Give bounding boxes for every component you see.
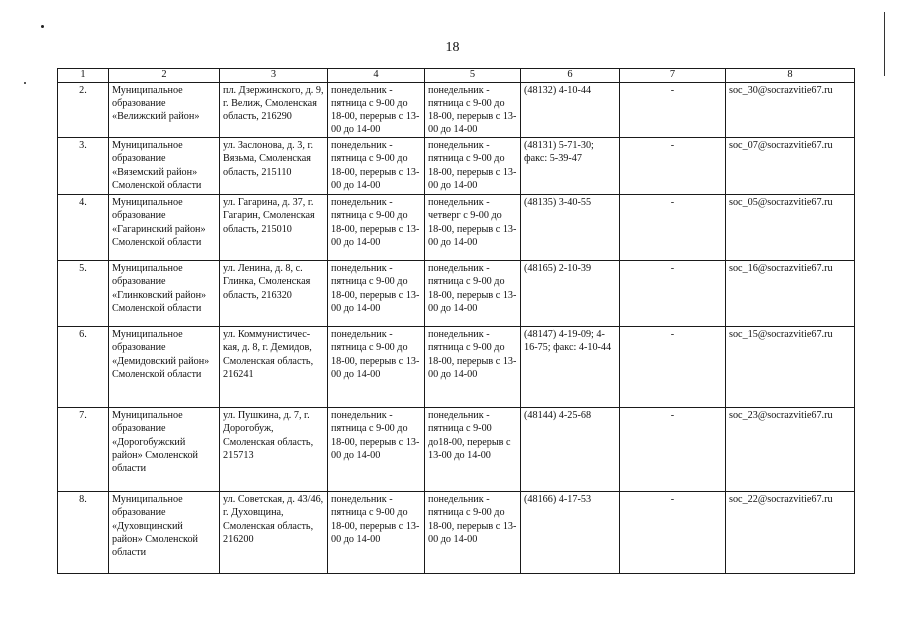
municipality-name: Муниципальное образование «Духовщинский район» Смоленской области <box>109 492 220 574</box>
table-row <box>58 83 855 138</box>
phone: (48135) 3-40-55 <box>521 195 620 261</box>
fax-cell: - <box>620 327 726 408</box>
column-header: 6 <box>521 69 620 83</box>
address: ул. Советская, д. 43/46, г. Духовщина, Смоленская область, 216200 <box>220 492 328 574</box>
table-row <box>58 492 855 574</box>
work-schedule: понедельник - пятница с 9-00 до 18-00, перерыв с 13-00 до 14-00 <box>328 83 425 138</box>
address: пл. Дзержинского, д. 9, г. Велиж, Смоленская область, 216290 <box>220 83 328 138</box>
address: ул. Заслонова, д. 3, г. Вязьма, Смоленская область, 215110 <box>220 138 328 195</box>
email: soc_30@socrazvitie67.ru <box>726 83 855 138</box>
fax-cell: - <box>620 195 726 261</box>
work-schedule: понедельник - пятница с 9-00 до 18-00, перерыв с 13-00 до 14-00 <box>328 138 425 195</box>
row-number: 8. <box>58 492 109 574</box>
table-row <box>58 327 855 408</box>
registry-table <box>57 68 855 574</box>
phone: (48165) 2-10-39 <box>521 261 620 327</box>
phone: (48132) 4-10-44 <box>521 83 620 138</box>
reception-schedule: понедельник - четверг с 9-00 до 18-00, перерыв с 13-00 до 14-00 <box>425 195 521 261</box>
column-header: 7 <box>620 69 726 83</box>
fax-cell: - <box>620 83 726 138</box>
email: soc_22@socrazvitie67.ru <box>726 492 855 574</box>
row-number: 7. <box>58 408 109 492</box>
row-number: 3. <box>58 138 109 195</box>
municipality-name: Муниципальное образование «Демидовский район» Смоленской области <box>109 327 220 408</box>
header-row <box>58 69 855 83</box>
column-header: 8 <box>726 69 855 83</box>
email: soc_15@socrazvitie67.ru <box>726 327 855 408</box>
scan-speck <box>41 25 44 28</box>
reception-schedule: понедельник - пятница с 9-00 до 18-00, перерыв с 13-00 до 14-00 <box>425 138 521 195</box>
reception-schedule: понедельник - пятница с 9-00 до18-00, перерыв с 13-00 до 14-00 <box>425 408 521 492</box>
row-number: 6. <box>58 327 109 408</box>
phone: (48131) 5-71-30; факс: 5-39-47 <box>521 138 620 195</box>
municipality-name: Муниципальное образование «Велижский район» <box>109 83 220 138</box>
reception-schedule: понедельник - пятница с 9-00 до 18-00, перерыв с 13-00 до 14-00 <box>425 327 521 408</box>
column-header: 4 <box>328 69 425 83</box>
phone: (48166) 4-17-53 <box>521 492 620 574</box>
municipality-name: Муниципальное образование «Дорогобужский район» Смоленской области <box>109 408 220 492</box>
reception-schedule: понедельник - пятница с 9-00 до 18-00, перерыв с 13-00 до 14-00 <box>425 492 521 574</box>
phone: (48144) 4-25-68 <box>521 408 620 492</box>
email: soc_23@socrazvitie67.ru <box>726 408 855 492</box>
fax-cell: - <box>620 138 726 195</box>
row-number: 4. <box>58 195 109 261</box>
municipality-name: Муниципальное образование «Вяземский район» Смоленской области <box>109 138 220 195</box>
phone: (48147) 4-19-09; 4-16-75; факс: 4-10-44 <box>521 327 620 408</box>
email: soc_07@socrazvitie67.ru <box>726 138 855 195</box>
fax-cell: - <box>620 261 726 327</box>
work-schedule: понедельник - пятница с 9-00 до 18-00, перерыв с 13-00 до 14-00 <box>328 408 425 492</box>
column-header: 5 <box>425 69 521 83</box>
table-row <box>58 138 855 195</box>
email: soc_16@socrazvitie67.ru <box>726 261 855 327</box>
column-header: 2 <box>109 69 220 83</box>
page-number: 18 <box>445 40 460 55</box>
table-row <box>58 261 855 327</box>
address: ул. Коммунистичес-кая, д. 8, г. Демидов, Смоленская область, 216241 <box>220 327 328 408</box>
address: ул. Ленина, д. 8, с. Глинка, Смоленская область, 216320 <box>220 261 328 327</box>
municipality-name: Муниципальное образование «Глинковский район» Смоленской области <box>109 261 220 327</box>
column-header: 3 <box>220 69 328 83</box>
address: ул. Пушкина, д. 7, г. Дорогобуж, Смоленская область, 215713 <box>220 408 328 492</box>
fax-cell: - <box>620 408 726 492</box>
table-row <box>58 408 855 492</box>
fax-cell: - <box>620 492 726 574</box>
scan-speck <box>24 82 26 84</box>
row-number: 2. <box>58 83 109 138</box>
work-schedule: понедельник - пятница с 9-00 до 18-00, перерыв с 13-00 до 14-00 <box>328 327 425 408</box>
table-row <box>58 195 855 261</box>
email: soc_05@socrazvitie67.ru <box>726 195 855 261</box>
work-schedule: понедельник - пятница с 9-00 до 18-00, перерыв с 13-00 до 14-00 <box>328 195 425 261</box>
municipality-name: Муниципальное образование «Гагаринский район» Смоленской области <box>109 195 220 261</box>
reception-schedule: понедельник - пятница с 9-00 до 18-00, перерыв с 13-00 до 14-00 <box>425 83 521 138</box>
work-schedule: понедельник - пятница с 9-00 до 18-00, перерыв с 13-00 до 14-00 <box>328 492 425 574</box>
row-number: 5. <box>58 261 109 327</box>
address: ул. Гагарина, д. 37, г. Гагарин, Смоленская область, 215010 <box>220 195 328 261</box>
column-header: 1 <box>58 69 109 83</box>
reception-schedule: понедельник - пятница с 9-00 до 18-00, перерыв с 13-00 до 14-00 <box>425 261 521 327</box>
work-schedule: понедельник - пятница с 9-00 до 18-00, перерыв с 13-00 до 14-00 <box>328 261 425 327</box>
